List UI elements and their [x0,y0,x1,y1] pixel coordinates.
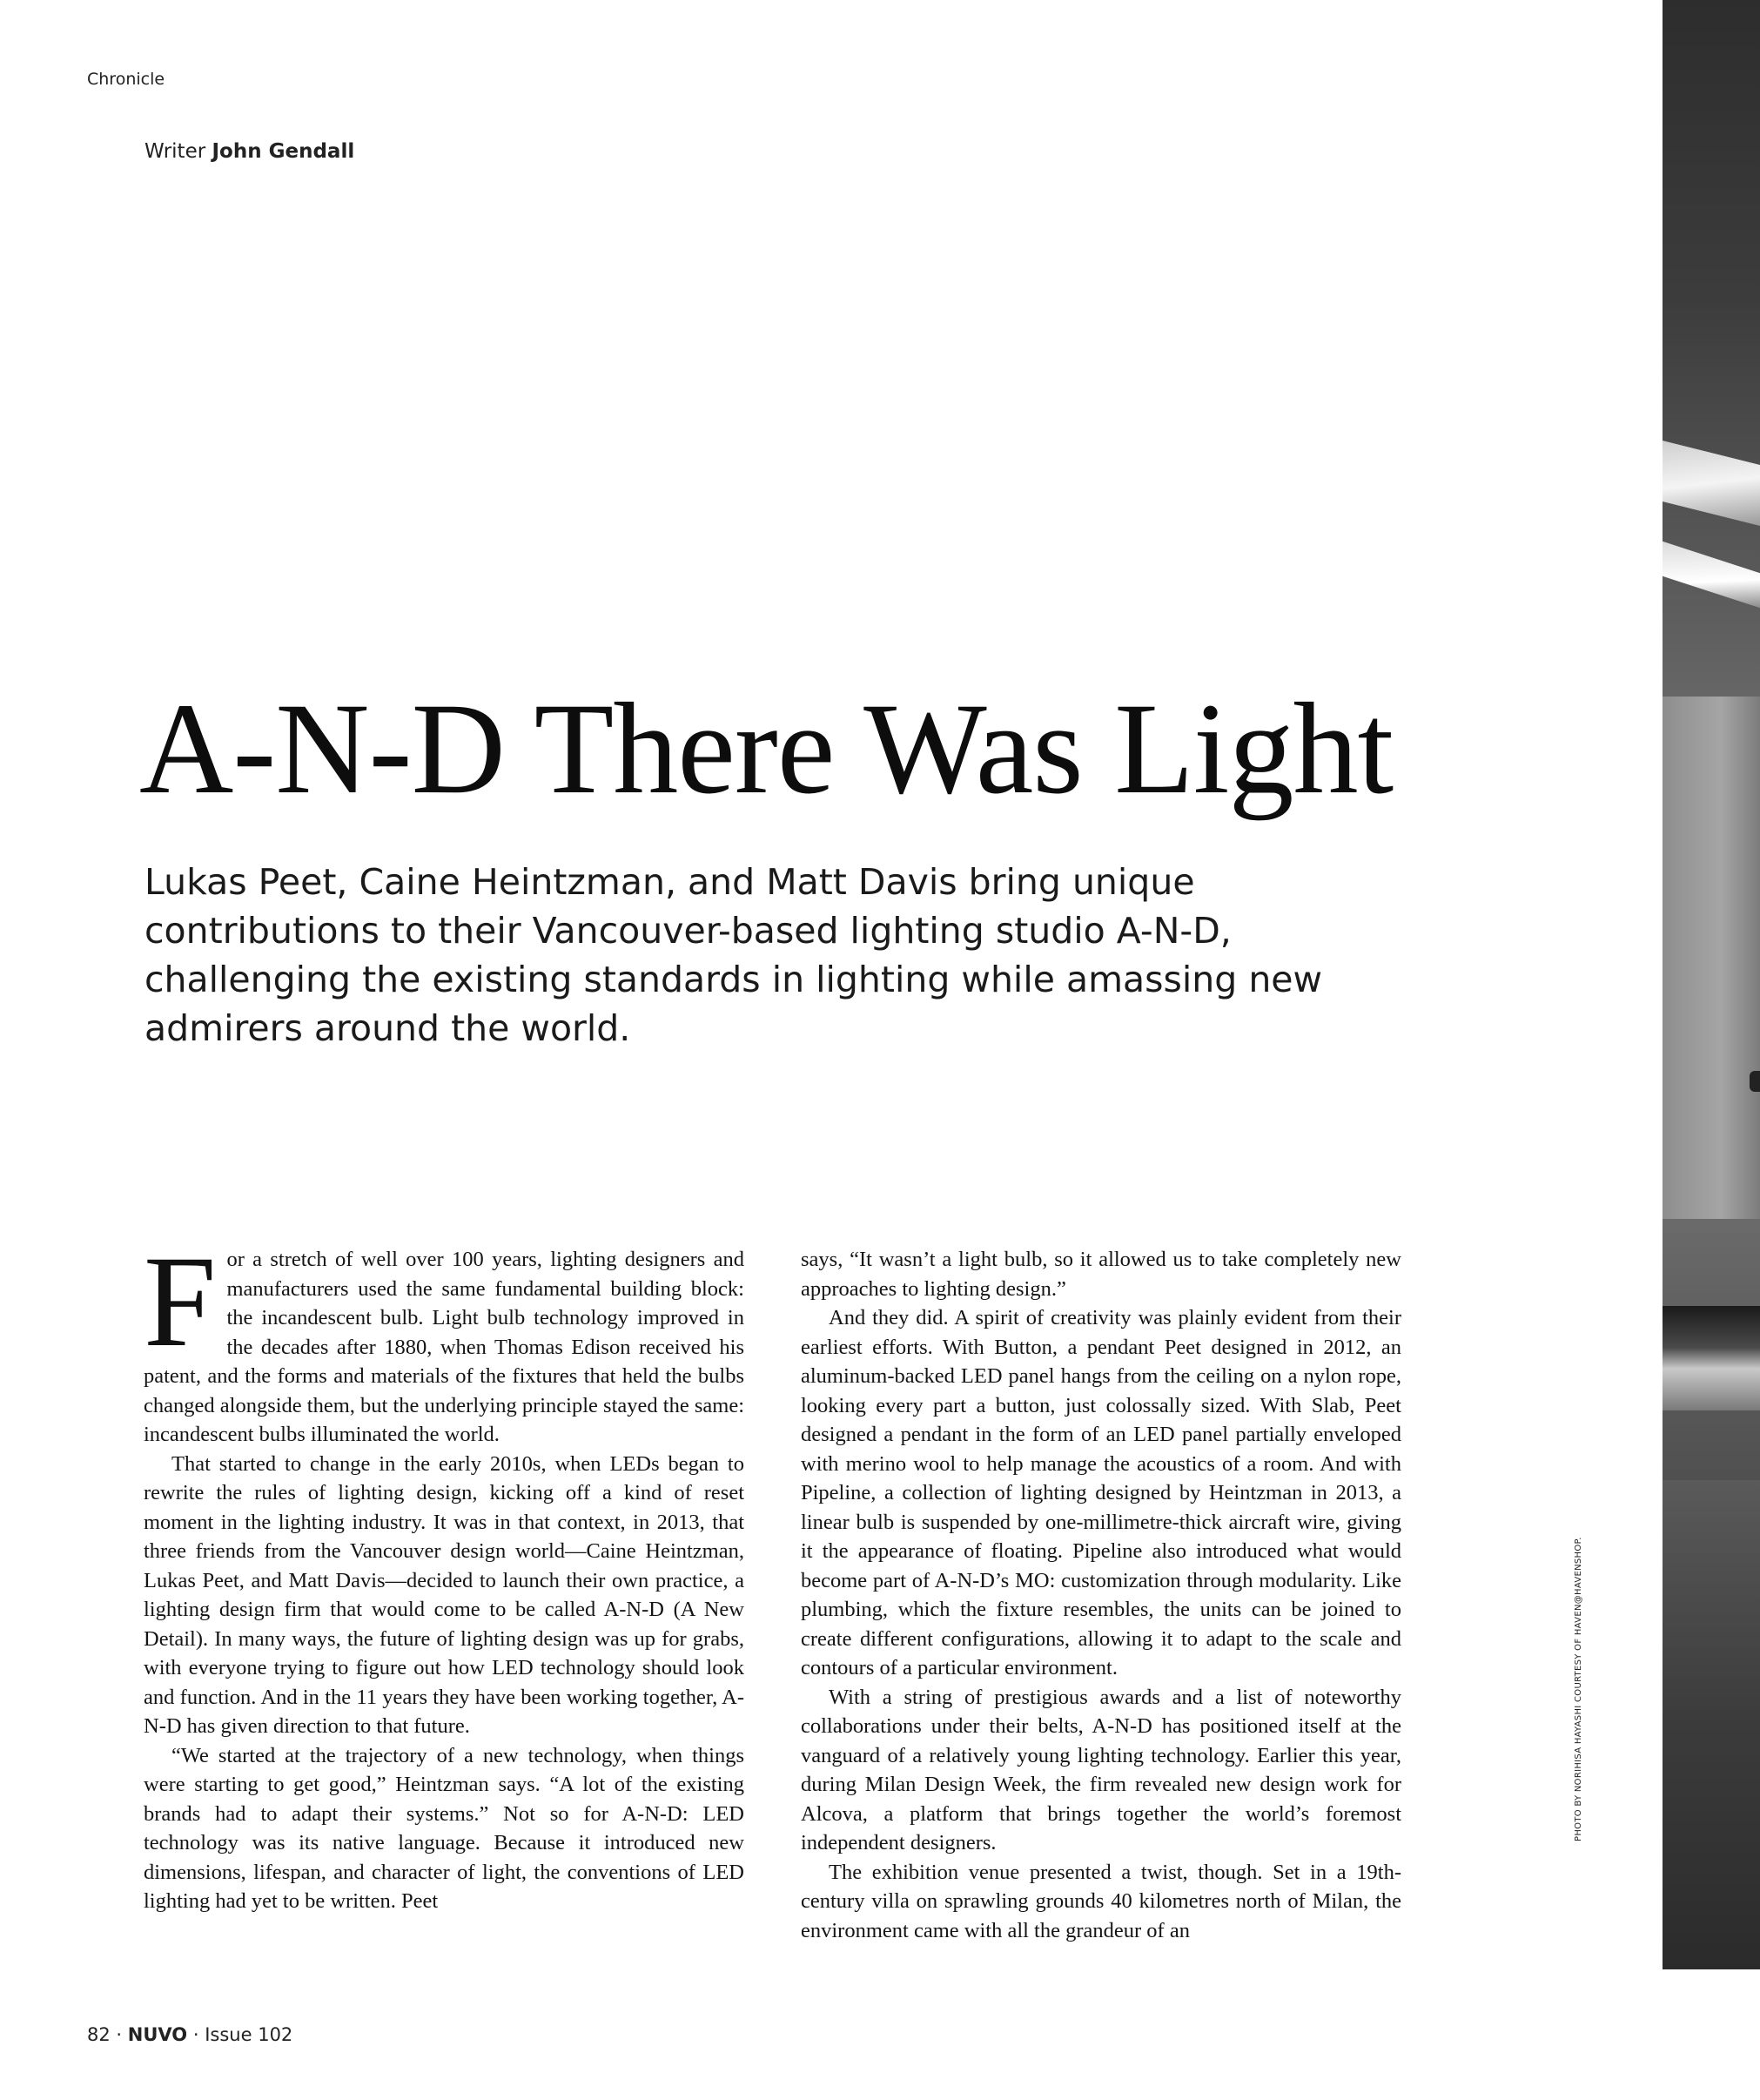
article-photo [1663,0,1760,1969]
body-paragraph: The exhibition venue presented a twist, though. Set in a 19th-century villa on sprawling grounds 40 kilometres north of Milan, the environment came with all the grandeur of an [801,1860,1401,1942]
magazine-name: NUVO [127,2024,188,2045]
body-paragraph: “We started at the trajectory of a new technology, when things were starting to get good,” Heintzman says. “A lot of the existing brands had to adapt their systems.” Not so for A-N-D: LED technology was its native language. Because it introduced new dimensions, lifespan, and character of light, the conventions of LED lighting had yet to be written. Peet [144,1743,744,1913]
body-column-left [144,1229,744,1916]
body-column-right [801,1245,1401,1945]
article-dek: Lukas Peet, Caine Heintzman, and Matt Davis bring unique contributions to their Vancouver-based lighting studio A-N-D, challenging the existing standards in lighting while amassing new admirers around the world. [144,861,1323,1049]
body-paragraph: And they did. A spirit of creativity was plainly evident from their earliest efforts. With Button, a pendant Peet designed in 2012, an aluminum-backed LED panel hangs from the ceiling on a nylon rope, looking every part a button, just colossally sized. With Slab, Peet designed a pendant in the form of an LED panel partially enveloped with merino wool to help manage the acoustics of a room. And with Pipeline, a collection of lighting designed by Heintzman in 2013, a linear bulb is suspended by one-millimetre-thick aircraft wire, giving it the appearance of floating. Pipeline also introduced what would become part of A-N-D’s MO: customization through modularity. Like plumbing, which the fixture resembles, the units can be joined to create different configurations, allowing it to adapt to the scale and contours of a particular environment. [801,1306,1401,1679]
article-headline: A-N-D There Was Light [139,676,1394,821]
photo-credit: PHOTO BY NORIHISA HAYASHI COURTESY OF HAVEN@HAVENSHOP. [1574,1537,1583,1841]
drop-cap: F [144,1229,217,1374]
page-folio: 82 · NUVO · Issue 102 [87,2024,293,2045]
photo-table [1663,1306,1760,1410]
section-label: Chronicle [87,70,165,89]
body-paragraph [144,1229,744,1450]
issue-number: Issue 102 [205,2024,293,2045]
photo-light-fixture [1663,441,1760,526]
body-paragraph-text: or a stretch of well over 100 years, lighting designers and manufacturers used the same fundamental building block: the incandescent bulb. Light bulb technology improved in the decades after 1880, when Thomas Edison received his patent, and the forms and materials of the fixtures that held the bulbs changed alongside them, but the underlying principle stayed the same: incandescent bulbs illuminated the world. [144,1248,744,1446]
photo-door-knob [1750,1071,1760,1092]
byline-author: John Gendall [212,140,355,163]
body-paragraph: That started to change in the early 2010s, when LEDs began to rewrite the rules of lighting design, kicking off a kind of reset moment in the lighting industry. It was in that context, in 2013, that three friends from the Vancouver design world—Caine Heintzman, Lukas Peet, and Matt Davis—decided to launch their own practice, a lighting design firm that would come to be called A-N-D (A New Detail). In many ways, the future of lighting design was up for grabs, with everyone trying to figure out how LED technology should look and function. And in the 11 years they have been working together, A-N-D has given direction to that future. [144,1451,744,1738]
byline-label: Writer [144,140,206,163]
byline [144,140,354,163]
body-paragraph: says, “It wasn’t a light bulb, so it allowed us to take completely new approaches to lighting design.” [801,1248,1401,1301]
page-number: 82 [87,2024,111,2045]
photo-floor [1663,1480,1760,1969]
photo-light-fixture [1663,542,1760,608]
body-paragraph: With a string of prestigious awards and a list of noteworthy collaborations under their belts, A-N-D has positioned itself at the vanguard of a relatively young lighting technology. Earlier this year, during Milan Design Week, the firm revealed new design work for Alcova, a platform that brings together the world’s foremost independent designers. [801,1685,1401,1854]
photo-wall [1663,697,1760,1219]
